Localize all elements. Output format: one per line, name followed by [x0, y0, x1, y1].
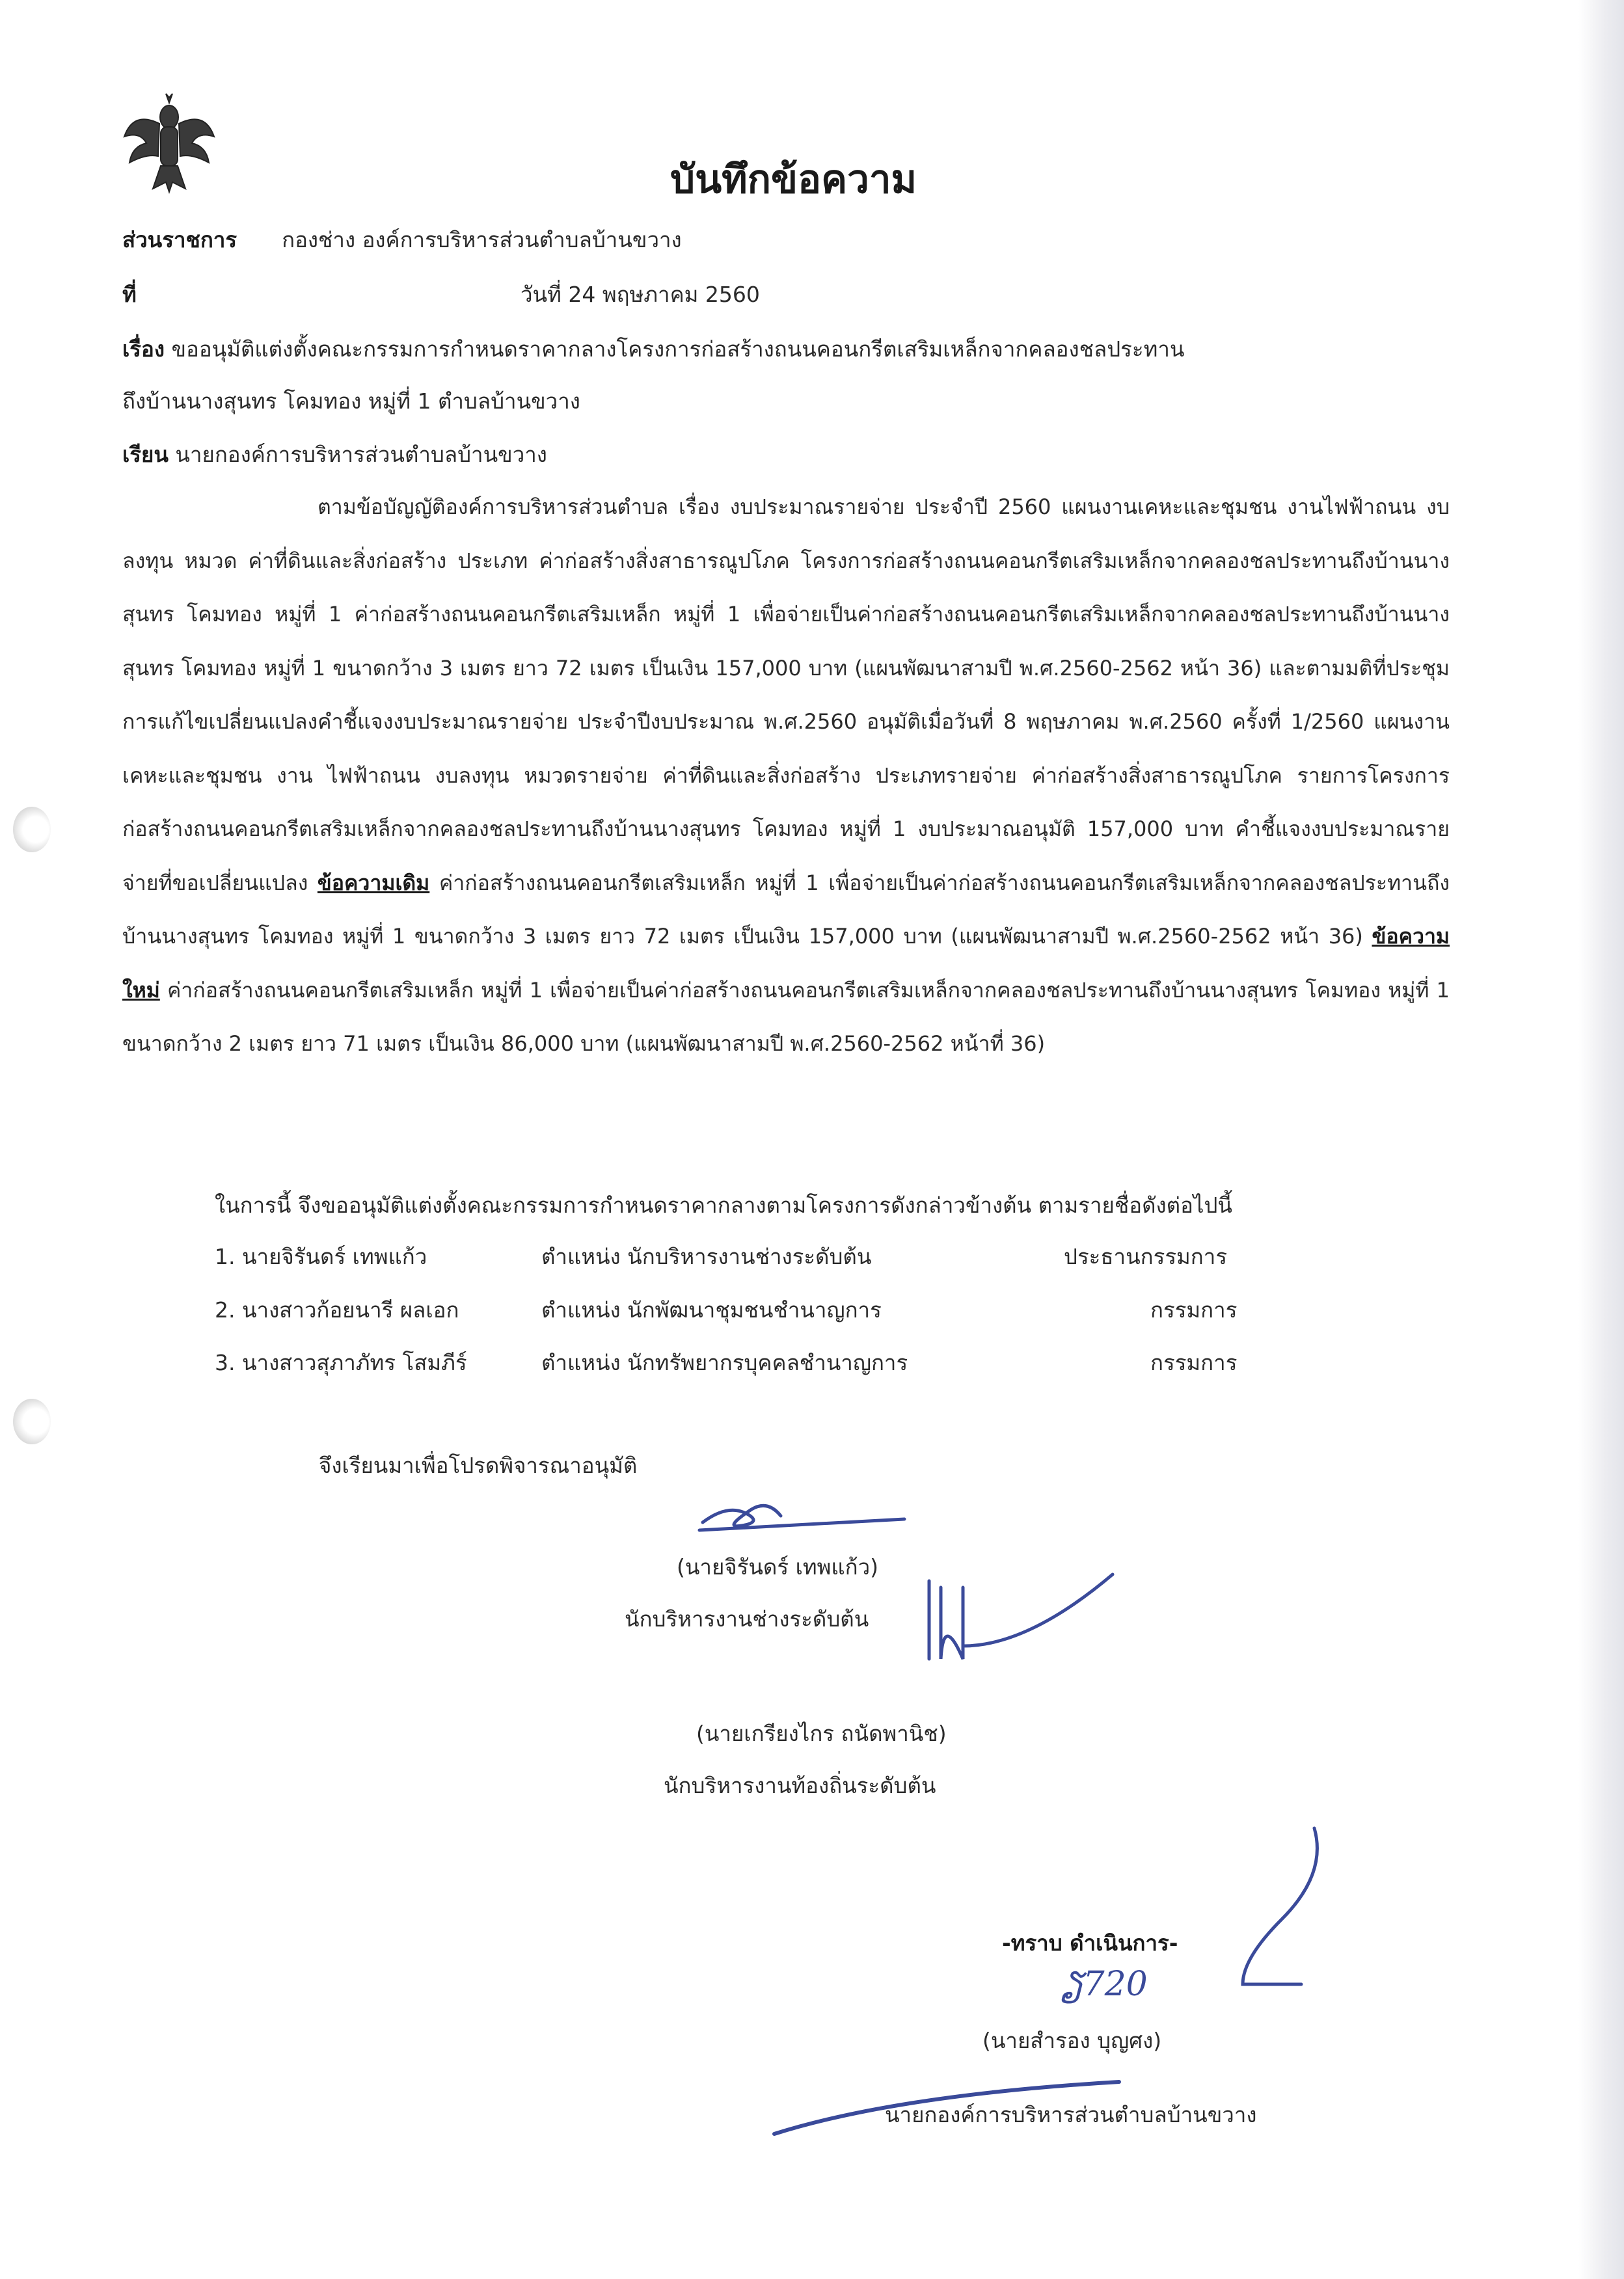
old-text-label: ข้อความเดิม	[317, 870, 430, 895]
closing-text: จึงเรียนมาเพื่อโปรดพิจารณาอนุมัติ	[319, 1453, 638, 1478]
approval-handwriting: ຽ720	[1061, 1965, 1148, 2004]
ref-label: ที่	[122, 282, 137, 307]
garuda-emblem-icon	[120, 91, 218, 195]
to-label: เรียน	[122, 442, 169, 467]
committee-position-3: ตำแหน่ง นักทรัพยากรบุคคลชำนาญการ	[541, 1350, 908, 1375]
dept-label: ส่วนราชการ	[122, 227, 237, 252]
page-title: บันทึกข้อความ	[670, 157, 917, 202]
body-paragraph	[122, 480, 1450, 1071]
body-text-c: ค่าก่อสร้างถนนคอนกรีตเสริมเหล็ก หมู่ที่ 1 เพื่อจ่ายเป็นค่าก่อสร้างถนนคอนกรีตเสริมเหล็กจากคลองชลประทานถึงบ้านนางสุนทร โคมทอง หมู่ที่ 1 ขนาดกว้าง 2 เมตร ยาว 71 เมตร เป็นเงิน 86,000 บาท (แผนพัฒนาสามปี พ.ศ.2560-2562 หน้าที่ 36)	[122, 977, 1450, 1056]
subject-label: เรื่อง	[122, 336, 165, 362]
signature-1-title: นักบริหารงานช่างระดับต้น	[625, 1606, 869, 1632]
committee-name-1: 1. นายจิรันดร์ เทพแก้ว	[215, 1244, 427, 1269]
approval-stroke	[1204, 1822, 1334, 1991]
committee-role-3: กรรมการ	[1150, 1350, 1238, 1375]
committee-role-1: ประธานกรรมการ	[1064, 1244, 1228, 1269]
signature-3-name: (นายสำรอง บุญศง)	[982, 2028, 1162, 2053]
body-paragraph-2: ในการนี้ จึงขออนุมัติแต่งตั้งคณะกรรมการกำหนดราคากลางตามโครงการดังกล่าวข้างต้น ตามรายชื่อดังต่อไปนี้	[215, 1193, 1232, 1218]
subject-row	[122, 332, 1184, 366]
dept-value: กองช่าง องค์การบริหารส่วนตำบลบ้านขวาง	[282, 227, 682, 252]
signature-3-title: นายกองค์การบริหารส่วนตำบลบ้านขวาง	[885, 2102, 1257, 2127]
to-value: นายกองค์การบริหารส่วนตำบลบ้านขวาง	[175, 442, 547, 467]
signature-2-scribble	[898, 1561, 1132, 1718]
to-row	[122, 437, 547, 472]
memo-date: วันที่ 24 พฤษภาคม 2560	[521, 282, 760, 307]
punch-hole-bottom	[13, 1399, 51, 1444]
subject-line-2: ถึงบ้านนางสุนทร โคมทอง หมู่ที่ 1 ตำบลบ้านขวาง	[122, 388, 580, 414]
signature-1-scribble	[690, 1490, 911, 1542]
approval-note: -ทราบ ดำเนินการ-	[1002, 1930, 1178, 1956]
new-text-label: ข้อความใหม่	[122, 924, 1450, 1003]
signature-2-name: (นายเกรียงไกร ถนัดพานิช)	[696, 1721, 947, 1746]
committee-role-2: กรรมการ	[1150, 1297, 1238, 1323]
punch-hole-top	[13, 807, 51, 852]
dept-row	[122, 223, 682, 257]
scan-edge-shadow	[1578, 0, 1624, 2279]
committee-position-1: ตำแหน่ง นักบริหารงานช่างระดับต้น	[541, 1244, 872, 1269]
committee-position-2: ตำแหน่ง นักพัฒนาชุมชนชำนาญการ	[541, 1297, 882, 1323]
body-text-a: ตามข้อบัญญัติองค์การบริหารส่วนตำบล เรื่อง งบประมาณรายจ่าย ประจำปี 2560 แผนงานเคหะและชุมชน งานไฟฟ้าถนน งบลงทุน หมวด ค่าที่ดินและสิ่งก่อสร้าง ประเภท ค่าก่อสร้างสิ่งสาธารณูปโภค โครงการก่อสร้างถนนคอนกรีตเสริมเหล็กจากคลองชลประทานถึงบ้านนางสุนทร โคมทอง หมู่ที่ 1 ค่าก่อสร้างถนนคอนกรีตเสริมเหล็ก หมู่ที่ 1 เพื่อจ่ายเป็นค่าก่อสร้างถนนคอนกรีตเสริมเหล็กจากคลองชลประทานถึงบ้านนางสุนทร โคมทอง หมู่ที่ 1 ขนาดกว้าง 3 เมตร ยาว 72 เมตร เป็นเงิน 157,000 บาท (แผนพัฒนาสามปี พ.ศ.2560-2562 หน้า 36) และตามมติที่ประชุมการแก้ไขเปลี่ยนแปลงคำชี้แจงงบประมาณรายจ่าย ประจำปีงบประมาณ พ.ศ.2560 อนุมัติเมื่อวันที่ 8 พฤษภาคม พ.ศ.2560 ครั้งที่ 1/2560 แผนงานเคหะและชุมชน งาน ไฟฟ้าถนน งบลงทุน หมวดรายจ่าย ค่าที่ดินและสิ่งก่อสร้าง ประเภทรายจ่าย ค่าก่อสร้างสิ่งสาธารณูปโภค รายการโครงการก่อสร้างถนนคอนกรีตเสริมเหล็กจากคลองชลประทานถึงบ้านนางสุนทร โคมทอง หมู่ที่ 1 งบประมาณอนุมัติ 157,000 บาท คำชี้แจงงบประมาณรายจ่ายที่ขอเปลี่ยนแปลง	[122, 494, 1450, 895]
committee-name-3: 3. นางสาวสุภาภัทร โสมภีร์	[215, 1350, 467, 1375]
committee-name-2: 2. นางสาวก้อยนารี ผลเอก	[215, 1297, 459, 1323]
subject-line-1: ขออนุมัติแต่งตั้งคณะกรรมการกำหนดราคากลางโครงการก่อสร้างถนนคอนกรีตเสริมเหล็กจากคลองชลประทาน	[171, 336, 1185, 362]
signature-1-name: (นายจิรันดร์ เทพแก้ว)	[677, 1554, 879, 1580]
signature-2-title: นักบริหารงานท้องถิ่นระดับต้น	[664, 1773, 936, 1798]
body-text-b: ค่าก่อสร้างถนนคอนกรีตเสริมเหล็ก หมู่ที่ 1 เพื่อจ่ายเป็นค่าก่อสร้างถนนคอนกรีตเสริมเหล็กจากคลองชลประทานถึงบ้านนางสุนทร โคมทอง หมู่ที่ 1 ขนาดกว้าง 3 เมตร ยาว 72 เมตร เป็นเงิน 157,000 บาท (แผนพัฒนาสามปี พ.ศ.2560-2562 หน้า 36)	[122, 870, 1450, 949]
